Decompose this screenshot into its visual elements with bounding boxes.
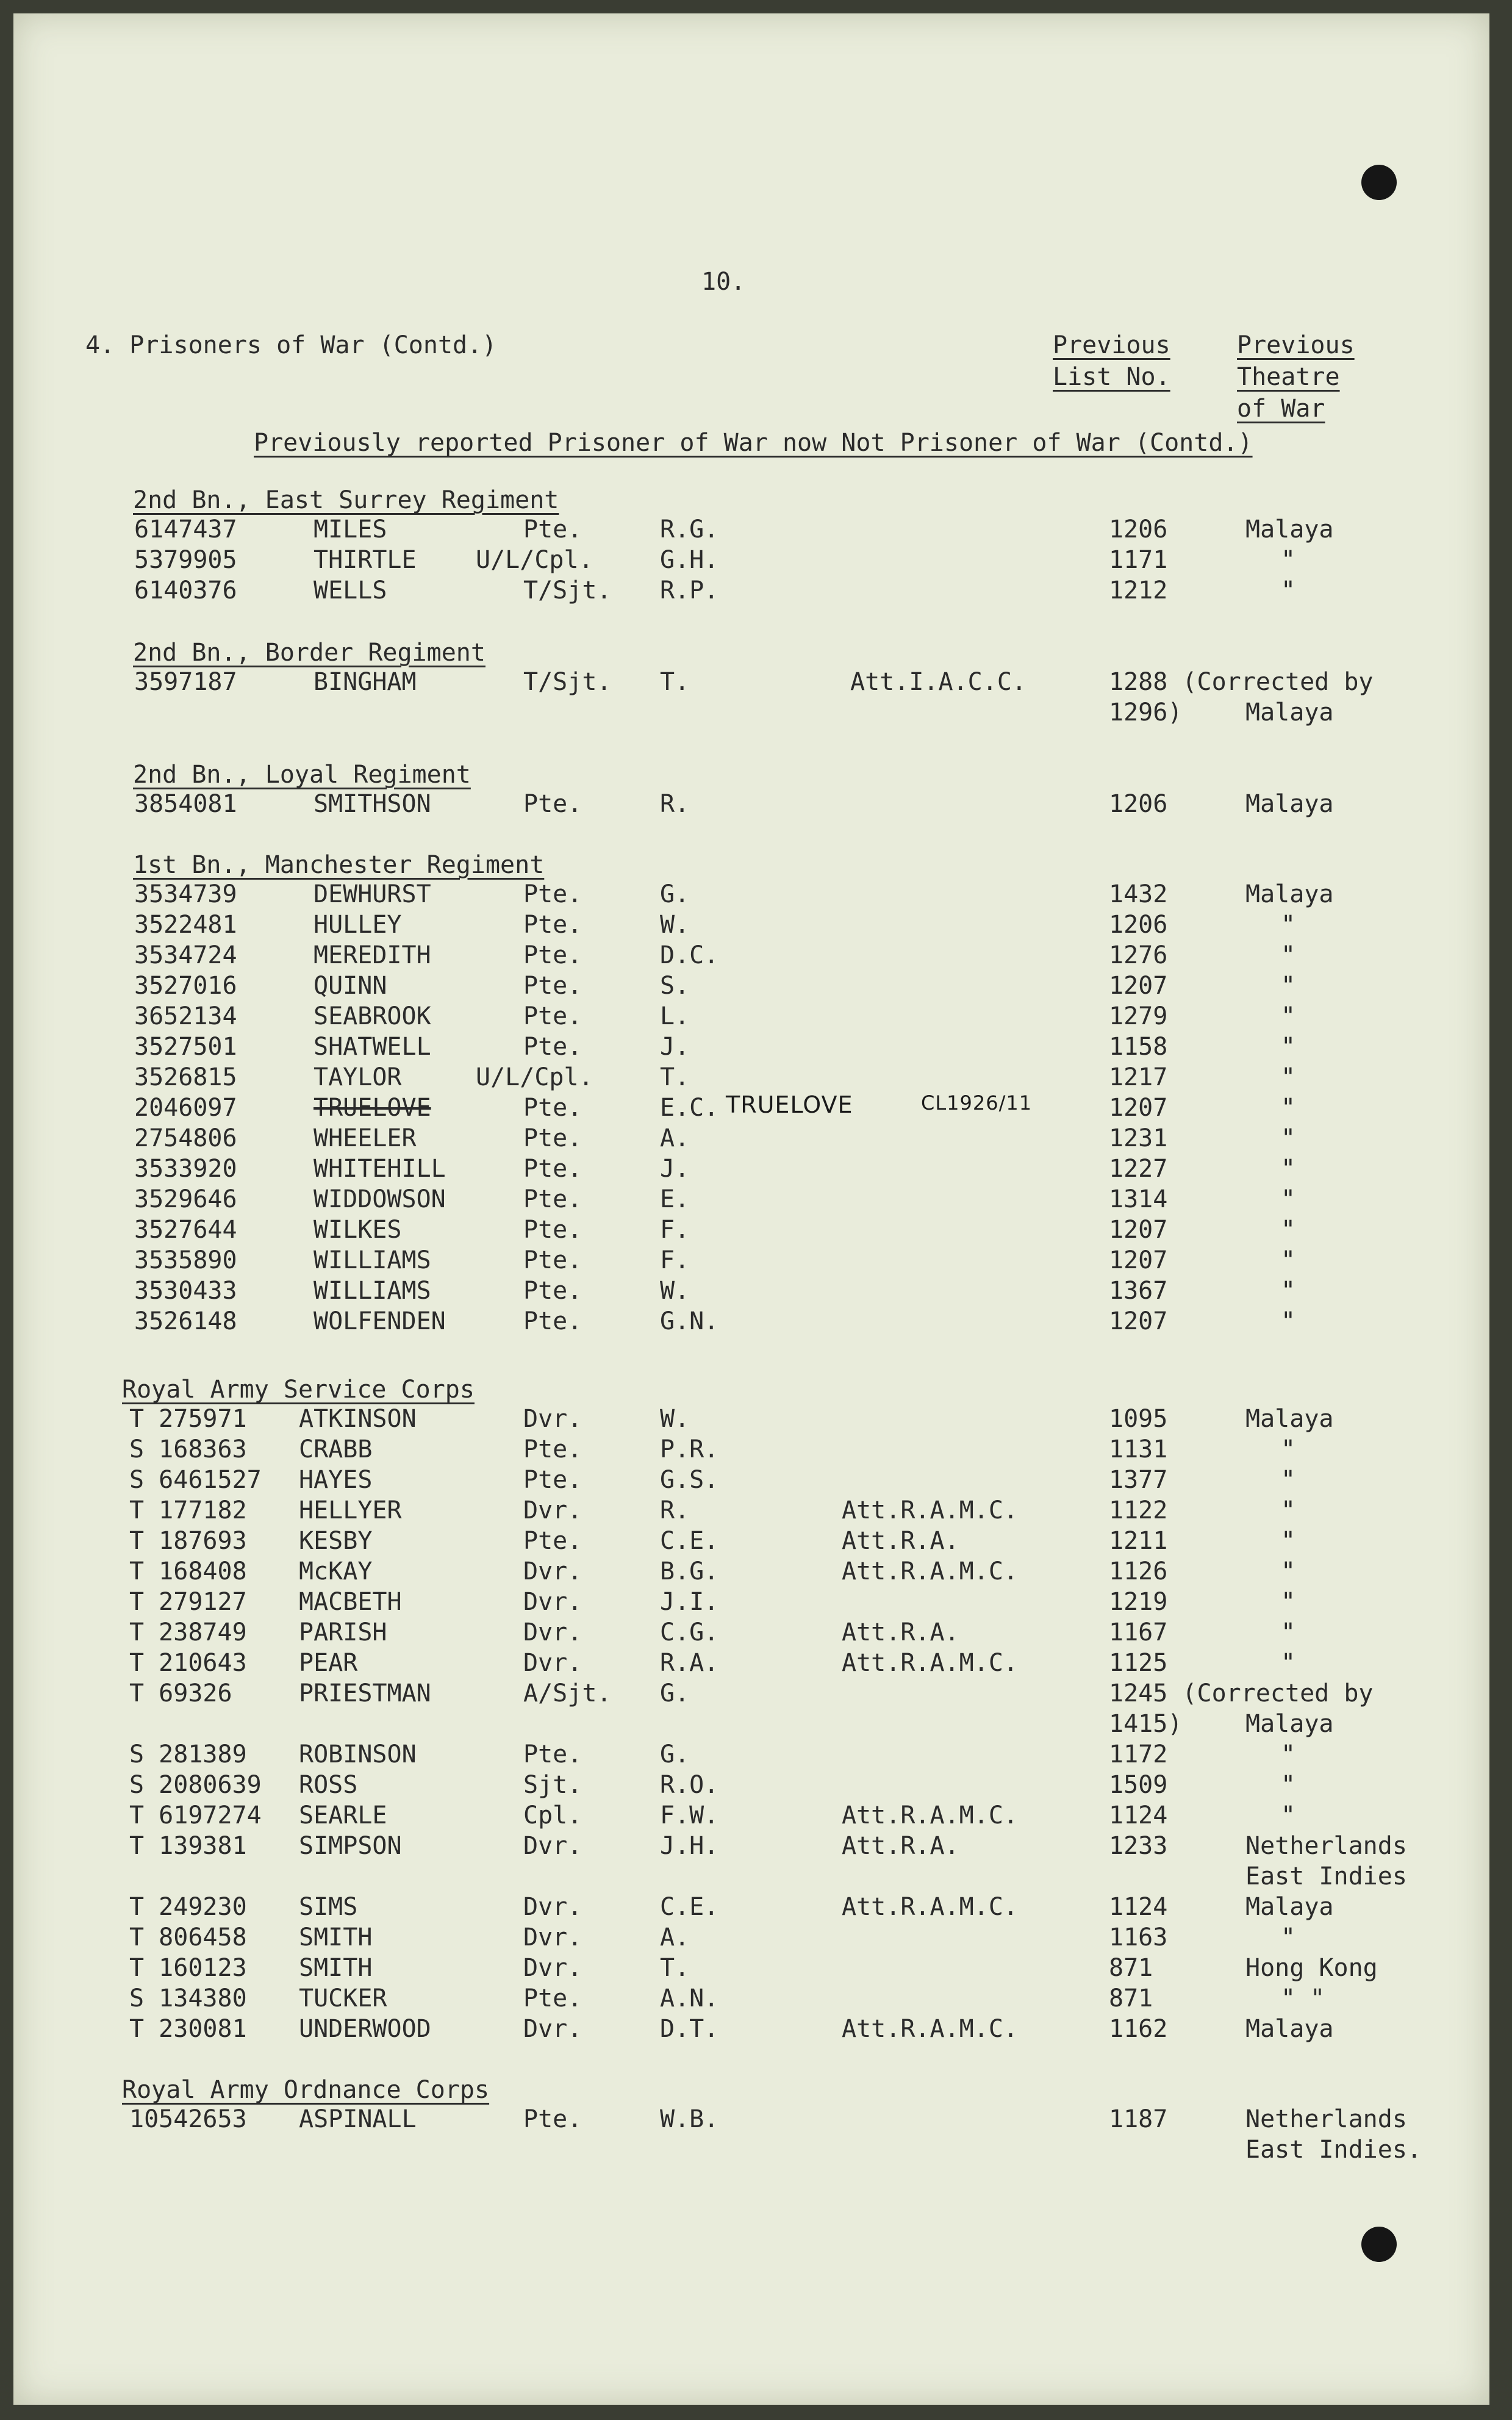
surname: WIDDOWSON <box>314 1185 446 1213</box>
rank: Pte. <box>523 515 582 544</box>
initials: G. <box>660 1679 690 1707</box>
rank: Dvr. <box>523 1893 582 1921</box>
service-number: T 275971 <box>129 1405 247 1433</box>
previous-theatre: " <box>1281 1063 1296 1091</box>
attachment: Att.R.A.M.C. <box>842 1801 1018 1829</box>
previous-theatre: " <box>1281 546 1296 574</box>
initials: J.H. <box>660 1832 719 1860</box>
initials: W. <box>660 1277 690 1305</box>
previous-theatre: Malaya <box>1245 880 1334 908</box>
initials: R.O. <box>660 1771 719 1799</box>
col-header-previous-list-2: List No. <box>1053 363 1170 391</box>
previous-theatre: " <box>1281 1771 1296 1799</box>
surname: SHATWELL <box>314 1033 431 1061</box>
service-number: T 177182 <box>129 1496 247 1524</box>
rank: Pte. <box>523 1216 582 1244</box>
service-number: 3527501 <box>134 1033 237 1061</box>
service-number: 3530433 <box>134 1277 237 1305</box>
previous-list-no: 1279 <box>1109 1002 1168 1030</box>
previous-list-no: 1217 <box>1109 1063 1168 1091</box>
initials: A. <box>660 1923 690 1951</box>
attachment: Att.R.A. <box>842 1527 959 1555</box>
attachment: Att.R.A.M.C. <box>842 2015 1018 2043</box>
previous-list-no-correction: 1415) <box>1109 1710 1183 1738</box>
previous-list-no: 1167 <box>1109 1618 1168 1646</box>
previous-theatre: " <box>1281 1801 1296 1829</box>
previous-list-no: 1245 (Corrected by <box>1109 1679 1374 1707</box>
previous-theatre: " <box>1281 1649 1296 1677</box>
previous-list-no: 1158 <box>1109 1033 1168 1061</box>
rank: Pte. <box>523 1277 582 1305</box>
previous-theatre: " <box>1281 1124 1296 1152</box>
previous-theatre: Netherlands <box>1245 2105 1407 2133</box>
initials: G.S. <box>660 1466 719 1494</box>
initials: L. <box>660 1002 690 1030</box>
initials: R.A. <box>660 1649 719 1677</box>
service-number: 2754806 <box>134 1124 237 1152</box>
previous-list-no: 1131 <box>1109 1435 1168 1463</box>
rank: Pte. <box>523 1094 582 1122</box>
initials: P.R. <box>660 1435 719 1463</box>
initials: D.C. <box>660 941 719 969</box>
service-number: S 6461527 <box>129 1466 262 1494</box>
attachment: Att.R.A.M.C. <box>842 1649 1018 1677</box>
previous-list-no: 1231 <box>1109 1124 1168 1152</box>
previous-list-no-correction: 1296) <box>1109 698 1183 727</box>
service-number: 3527016 <box>134 972 237 1000</box>
punch-hole <box>1361 2227 1397 2262</box>
previous-theatre: Hong Kong <box>1245 1954 1378 1982</box>
surname: SEARLE <box>299 1801 387 1829</box>
rank: Pte. <box>523 1466 582 1494</box>
service-number: S 134380 <box>129 1984 247 2012</box>
initials: S. <box>660 972 690 1000</box>
previous-list-no: 1207 <box>1109 1094 1168 1122</box>
initials: W.B. <box>660 2105 719 2133</box>
rank: Dvr. <box>523 1618 582 1646</box>
surname: WELLS <box>314 576 387 605</box>
surname: TUCKER <box>299 1984 387 2012</box>
surname: WILLIAMS <box>314 1246 431 1274</box>
previous-theatre: " <box>1281 1185 1296 1213</box>
previous-theatre: " <box>1281 576 1296 605</box>
rank: Pte. <box>523 1124 582 1152</box>
rank: Dvr. <box>523 1923 582 1951</box>
initials: R.G. <box>660 515 719 544</box>
previous-list-no: 1219 <box>1109 1588 1168 1616</box>
previous-theatre-cont: East Indies <box>1245 1862 1407 1890</box>
attachment: Att.R.A.M.C. <box>842 1496 1018 1524</box>
initials: A.N. <box>660 1984 719 2012</box>
unit-heading: 2nd Bn., Loyal Regiment <box>133 761 471 789</box>
previous-theatre: Netherlands <box>1245 1832 1407 1860</box>
surname: CRABB <box>299 1435 373 1463</box>
previous-theatre: " <box>1281 1094 1296 1122</box>
service-number: 3529646 <box>134 1185 237 1213</box>
previous-list-no: 1207 <box>1109 972 1168 1000</box>
previous-theatre: " <box>1281 1155 1296 1183</box>
rank: Dvr. <box>523 1832 582 1860</box>
initials: T. <box>660 1954 690 1982</box>
service-number: T 6197274 <box>129 1801 262 1829</box>
rank: Pte. <box>523 1435 582 1463</box>
rank: Pte. <box>523 880 582 908</box>
service-number: 6140376 <box>134 576 237 605</box>
handwritten-ref: CL1926/11 <box>921 1091 1033 1115</box>
service-number: S 168363 <box>129 1435 247 1463</box>
initials: T. <box>660 668 690 696</box>
service-number: 3534724 <box>134 941 237 969</box>
previous-list-no: 1314 <box>1109 1185 1168 1213</box>
previous-list-no: 1207 <box>1109 1307 1168 1335</box>
subheading: Previously reported Prisoner of War now Not Prisoner of War (Contd.) <box>254 429 1253 457</box>
previous-list-no: 1233 <box>1109 1832 1168 1860</box>
surname: ASPINALL <box>299 2105 417 2133</box>
page-number: 10. <box>701 268 746 296</box>
surname: SMITHSON <box>314 790 431 818</box>
initials: G. <box>660 1740 690 1768</box>
initials: D.T. <box>660 2015 719 2043</box>
previous-theatre: " <box>1281 911 1296 939</box>
previous-list-no: 1095 <box>1109 1405 1168 1433</box>
previous-list-no: 1367 <box>1109 1277 1168 1305</box>
surname: WOLFENDEN <box>314 1307 446 1335</box>
unit-heading: 2nd Bn., East Surrey Regiment <box>133 486 559 514</box>
previous-list-no: 1163 <box>1109 1923 1168 1951</box>
surname: BINGHAM <box>314 668 417 696</box>
rank: A/Sjt. <box>523 1679 612 1707</box>
previous-list-no: 1207 <box>1109 1216 1168 1244</box>
rank: Pte. <box>523 1740 582 1768</box>
previous-theatre: Malaya <box>1245 790 1334 818</box>
initials: F. <box>660 1216 690 1244</box>
service-number: 3526815 <box>134 1063 237 1091</box>
rank: Pte. <box>523 1002 582 1030</box>
surname: PEAR <box>299 1649 358 1677</box>
initials: E.C. <box>660 1094 719 1122</box>
attachment: Att.R.A. <box>842 1832 959 1860</box>
rank: Pte. <box>523 1984 582 2012</box>
rank: Pte. <box>523 972 582 1000</box>
previous-theatre: " <box>1281 1618 1296 1646</box>
rank: Dvr. <box>523 1496 582 1524</box>
service-number: T 139381 <box>129 1832 247 1860</box>
previous-list-no: 1162 <box>1109 2015 1168 2043</box>
service-number: T 160123 <box>129 1954 247 1982</box>
service-number: 3854081 <box>134 790 237 818</box>
previous-theatre: " <box>1281 1246 1296 1274</box>
surname: DEWHURST <box>314 880 431 908</box>
surname: SIMS <box>299 1893 358 1921</box>
rank: Dvr. <box>523 1557 582 1585</box>
previous-theatre: " <box>1281 1307 1296 1335</box>
rank: Pte. <box>523 790 582 818</box>
initials: R.P. <box>660 576 719 605</box>
unit-heading: 1st Bn., Manchester Regiment <box>133 851 545 879</box>
rank: T/Sjt. <box>523 576 612 605</box>
rank: Pte. <box>523 1246 582 1274</box>
initials: J.I. <box>660 1588 719 1616</box>
rank: Pte. <box>523 1307 582 1335</box>
rank: Pte. <box>523 1527 582 1555</box>
service-number: 3652134 <box>134 1002 237 1030</box>
previous-theatre: " <box>1281 1435 1296 1463</box>
initials: A. <box>660 1124 690 1152</box>
initials: T. <box>660 1063 690 1091</box>
rank: Dvr. <box>523 1588 582 1616</box>
service-number: T 806458 <box>129 1923 247 1951</box>
service-number: 3527644 <box>134 1216 237 1244</box>
service-number: T 279127 <box>129 1588 247 1616</box>
previous-theatre: " <box>1281 1557 1296 1585</box>
service-number: 2046097 <box>134 1094 237 1122</box>
rank: Pte. <box>523 1155 582 1183</box>
surname: ROSS <box>299 1771 358 1799</box>
initials: G.N. <box>660 1307 719 1335</box>
initials: F. <box>660 1246 690 1274</box>
surname: SMITH <box>299 1923 373 1951</box>
surname: QUINN <box>314 972 387 1000</box>
previous-theatre-cont: Malaya <box>1245 1710 1334 1738</box>
col-header-previous-list-1: Previous <box>1053 331 1170 359</box>
previous-list-no: 1124 <box>1109 1801 1168 1829</box>
surname: WILKES <box>314 1216 402 1244</box>
previous-theatre: " <box>1281 1033 1296 1061</box>
rank: T/Sjt. <box>523 668 612 696</box>
service-number: T 168408 <box>129 1557 247 1585</box>
surname: SEABROOK <box>314 1002 431 1030</box>
previous-theatre: " <box>1281 1740 1296 1768</box>
service-number: S 281389 <box>129 1740 247 1768</box>
previous-theatre-cont: Malaya <box>1245 698 1334 727</box>
initials: C.E. <box>660 1527 719 1555</box>
previous-list-no: 1377 <box>1109 1466 1168 1494</box>
surname: HELLYER <box>299 1496 402 1524</box>
surname: THIRTLE <box>314 546 417 574</box>
col-header-previous-theatre-1: Previous <box>1237 331 1355 359</box>
rank: Pte. <box>523 941 582 969</box>
previous-list-no: 1288 (Corrected by <box>1109 668 1374 696</box>
rank: Pte. <box>523 911 582 939</box>
rank: Dvr. <box>523 1954 582 1982</box>
previous-theatre: " <box>1281 1277 1296 1305</box>
service-number: T 210643 <box>129 1649 247 1677</box>
previous-list-no: 1211 <box>1109 1527 1168 1555</box>
surname: SMITH <box>299 1954 373 1982</box>
surname: WHEELER <box>314 1124 417 1152</box>
previous-theatre-cont: East Indies. <box>1245 2136 1422 2164</box>
rank: Sjt. <box>523 1771 582 1799</box>
previous-list-no: 1206 <box>1109 515 1168 544</box>
previous-list-no: 1126 <box>1109 1557 1168 1585</box>
previous-theatre: Malaya <box>1245 515 1334 544</box>
surname: TRUELOVE <box>314 1094 431 1122</box>
initials: G. <box>660 880 690 908</box>
unit-heading: Royal Army Ordnance Corps <box>122 2076 490 2104</box>
surname: SIMPSON <box>299 1832 402 1860</box>
initials: J. <box>660 1155 690 1183</box>
previous-list-no: 1206 <box>1109 911 1168 939</box>
rank: Cpl. <box>523 1801 582 1829</box>
surname: WHITEHILL <box>314 1155 446 1183</box>
service-number: 3522481 <box>134 911 237 939</box>
previous-list-no: 1212 <box>1109 576 1168 605</box>
initials: G.H. <box>660 546 719 574</box>
service-number: 3597187 <box>134 668 237 696</box>
service-number: T 187693 <box>129 1527 247 1555</box>
service-number: T 230081 <box>129 2015 247 2043</box>
previous-theatre: " <box>1281 1527 1296 1555</box>
previous-theatre: " <box>1281 1216 1296 1244</box>
attachment: Att.R.A. <box>842 1618 959 1646</box>
surname: TAYLOR <box>314 1063 402 1091</box>
rank: Dvr. <box>523 2015 582 2043</box>
col-header-previous-theatre-3: of War <box>1237 395 1325 423</box>
surname: McKAY <box>299 1557 373 1585</box>
surname: PRIESTMAN <box>299 1679 431 1707</box>
previous-list-no: 1171 <box>1109 546 1168 574</box>
rank: U/L/Cpl. <box>476 546 593 574</box>
initials: W. <box>660 1405 690 1433</box>
punch-hole <box>1361 165 1397 200</box>
service-number: 3526148 <box>134 1307 237 1335</box>
service-number: 3535890 <box>134 1246 237 1274</box>
previous-list-no: 1122 <box>1109 1496 1168 1524</box>
surname: HULLEY <box>314 911 402 939</box>
initials: B.G. <box>660 1557 719 1585</box>
surname: WILLIAMS <box>314 1277 431 1305</box>
section-title: 4. Prisoners of War (Contd.) <box>85 331 497 359</box>
surname: MEREDITH <box>314 941 431 969</box>
initials: R. <box>660 1496 690 1524</box>
service-number: T 238749 <box>129 1618 247 1646</box>
previous-theatre: " <box>1281 1588 1296 1616</box>
unit-heading: Royal Army Service Corps <box>122 1376 475 1404</box>
col-header-previous-theatre-2: Theatre <box>1237 363 1340 391</box>
initials: C.E. <box>660 1893 719 1921</box>
unit-heading: 2nd Bn., Border Regiment <box>133 639 485 667</box>
initials: F.W. <box>660 1801 719 1829</box>
service-number: 5379905 <box>134 546 237 574</box>
surname: KESBY <box>299 1527 373 1555</box>
previous-theatre: " <box>1281 1496 1296 1524</box>
rank: Dvr. <box>523 1649 582 1677</box>
previous-theatre: Malaya <box>1245 1405 1334 1433</box>
initials: R. <box>660 790 690 818</box>
surname: MILES <box>314 515 387 544</box>
surname: PARISH <box>299 1618 387 1646</box>
rank: Pte. <box>523 2105 582 2133</box>
surname: ATKINSON <box>299 1405 417 1433</box>
previous-theatre: " <box>1281 941 1296 969</box>
attachment: Att.R.A.M.C. <box>842 1557 1018 1585</box>
previous-theatre: " <box>1281 1466 1296 1494</box>
service-number: 10542653 <box>129 2105 247 2133</box>
previous-theatre: " <box>1281 1002 1296 1030</box>
previous-theatre: " <box>1281 1923 1296 1951</box>
service-number: 3533920 <box>134 1155 237 1183</box>
previous-theatre: Malaya <box>1245 2015 1334 2043</box>
surname: HAYES <box>299 1466 373 1494</box>
previous-list-no: 1187 <box>1109 2105 1168 2133</box>
initials: E. <box>660 1185 690 1213</box>
previous-list-no: 1276 <box>1109 941 1168 969</box>
previous-list-no: 871 <box>1109 1954 1153 1982</box>
previous-list-no: 1172 <box>1109 1740 1168 1768</box>
service-number: 6147437 <box>134 515 237 544</box>
rank: Dvr. <box>523 1405 582 1433</box>
surname: MACBETH <box>299 1588 402 1616</box>
previous-list-no: 1227 <box>1109 1155 1168 1183</box>
service-number: S 2080639 <box>129 1771 262 1799</box>
previous-theatre: Malaya <box>1245 1893 1334 1921</box>
rank: Pte. <box>523 1033 582 1061</box>
previous-theatre: " <box>1281 972 1296 1000</box>
surname: ROBINSON <box>299 1740 417 1768</box>
service-number: 3534739 <box>134 880 237 908</box>
surname: UNDERWOOD <box>299 2015 431 2043</box>
service-number: T 69326 <box>129 1679 232 1707</box>
previous-list-no: 1207 <box>1109 1246 1168 1274</box>
rank: U/L/Cpl. <box>476 1063 593 1091</box>
initials: J. <box>660 1033 690 1061</box>
previous-theatre: " " <box>1281 1984 1325 2012</box>
handwritten-name: TRUELOVE <box>726 1091 853 1118</box>
rank: Pte. <box>523 1185 582 1213</box>
previous-list-no: 1124 <box>1109 1893 1168 1921</box>
previous-list-no: 1432 <box>1109 880 1168 908</box>
attachment: Att.R.A.M.C. <box>842 1893 1018 1921</box>
previous-list-no: 1206 <box>1109 790 1168 818</box>
previous-list-no: 871 <box>1109 1984 1153 2012</box>
service-number: T 249230 <box>129 1893 247 1921</box>
initials: W. <box>660 911 690 939</box>
previous-list-no: 1509 <box>1109 1771 1168 1799</box>
attachment: Att.I.A.C.C. <box>850 668 1027 696</box>
initials: C.G. <box>660 1618 719 1646</box>
document-page <box>13 13 1489 2405</box>
previous-list-no: 1125 <box>1109 1649 1168 1677</box>
